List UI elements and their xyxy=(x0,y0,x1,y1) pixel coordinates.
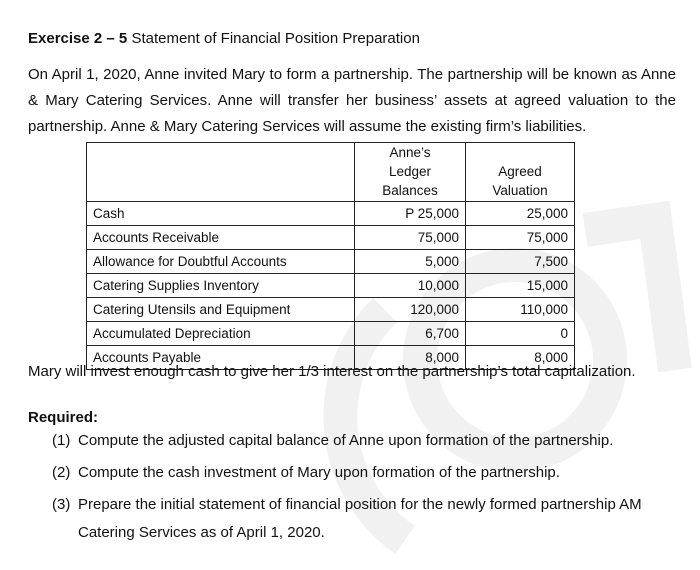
account-name: Accounts Payable xyxy=(87,346,355,370)
header-ledger-balances xyxy=(355,143,466,202)
agreed-valuation: 7,500 xyxy=(466,250,575,274)
item-text: Compute the cash investment of Mary upon formation of the partnership. xyxy=(78,464,560,481)
required-item-2 xyxy=(52,462,560,484)
header-agreed-valuation xyxy=(466,143,575,202)
ledger-balance: 5,000 xyxy=(355,250,466,274)
agreed-valuation: 8,000 xyxy=(466,346,575,370)
table-row xyxy=(87,322,575,346)
ledger-balance: 6,700 xyxy=(355,322,466,346)
header-ledger-line2: Ledger Balances xyxy=(382,164,438,198)
agreed-valuation: 75,000 xyxy=(466,226,575,250)
ledger-balance: 8,000 xyxy=(355,346,466,370)
table-row xyxy=(87,202,575,226)
required-item-3 xyxy=(52,494,642,516)
exercise-title: Statement of Financial Position Preparation xyxy=(131,30,420,47)
item-text: Prepare the initial statement of financial position for the newly formed partnership AM xyxy=(78,496,642,513)
item-number: (2) xyxy=(52,464,71,481)
header-account xyxy=(87,143,355,202)
ledger-balance: 120,000 xyxy=(355,298,466,322)
required-item-3-continued: Catering Services as of April 1, 2020. xyxy=(78,524,325,541)
account-name: Catering Supplies Inventory xyxy=(87,274,355,298)
agreed-valuation: 110,000 xyxy=(466,298,575,322)
account-name: Cash xyxy=(87,202,355,226)
header-ledger-line1: Anne’s xyxy=(389,145,431,160)
item-text: Compute the adjusted capital balance of Anne upon formation of the partnership. xyxy=(78,432,614,449)
header-agreed-line2: Valuation xyxy=(492,183,548,198)
exercise-number: Exercise 2 – 5 xyxy=(28,30,128,47)
agreed-valuation: 15,000 xyxy=(466,274,575,298)
item-number: (3) xyxy=(52,496,71,513)
balances-table xyxy=(86,142,575,370)
required-heading: Required: xyxy=(28,409,99,426)
ledger-balance: P 25,000 xyxy=(355,202,466,226)
item-number: (1) xyxy=(52,432,71,449)
exercise-heading xyxy=(28,30,420,47)
intro-paragraph: On April 1, 2020, Anne invited Mary to form a partnership. The partnership will be known as Anne & Mary Catering Services. Anne will transfer her business’ assets at agreed valuation to the partnership. Anne & Mary Catering Services will assume the existing firm’s liabilities. xyxy=(28,66,676,135)
agreed-valuation: 25,000 xyxy=(466,202,575,226)
mary-investment-note: Mary will invest enough cash to give her 1/3 interest on the partnership’s total capitalization. xyxy=(28,363,636,380)
table-row xyxy=(87,250,575,274)
ledger-balance: 10,000 xyxy=(355,274,466,298)
account-name: Allowance for Doubtful Accounts xyxy=(87,250,355,274)
table-row xyxy=(87,274,575,298)
ledger-balance: 75,000 xyxy=(355,226,466,250)
header-agreed-line1: Agreed xyxy=(498,164,542,179)
table-row xyxy=(87,226,575,250)
table-row xyxy=(87,298,575,322)
required-item-1 xyxy=(52,430,613,452)
account-name: Accumulated Depreciation xyxy=(87,322,355,346)
table-header-row xyxy=(87,143,575,202)
account-name: Accounts Receivable xyxy=(87,226,355,250)
agreed-valuation: 0 xyxy=(466,322,575,346)
account-name: Catering Utensils and Equipment xyxy=(87,298,355,322)
